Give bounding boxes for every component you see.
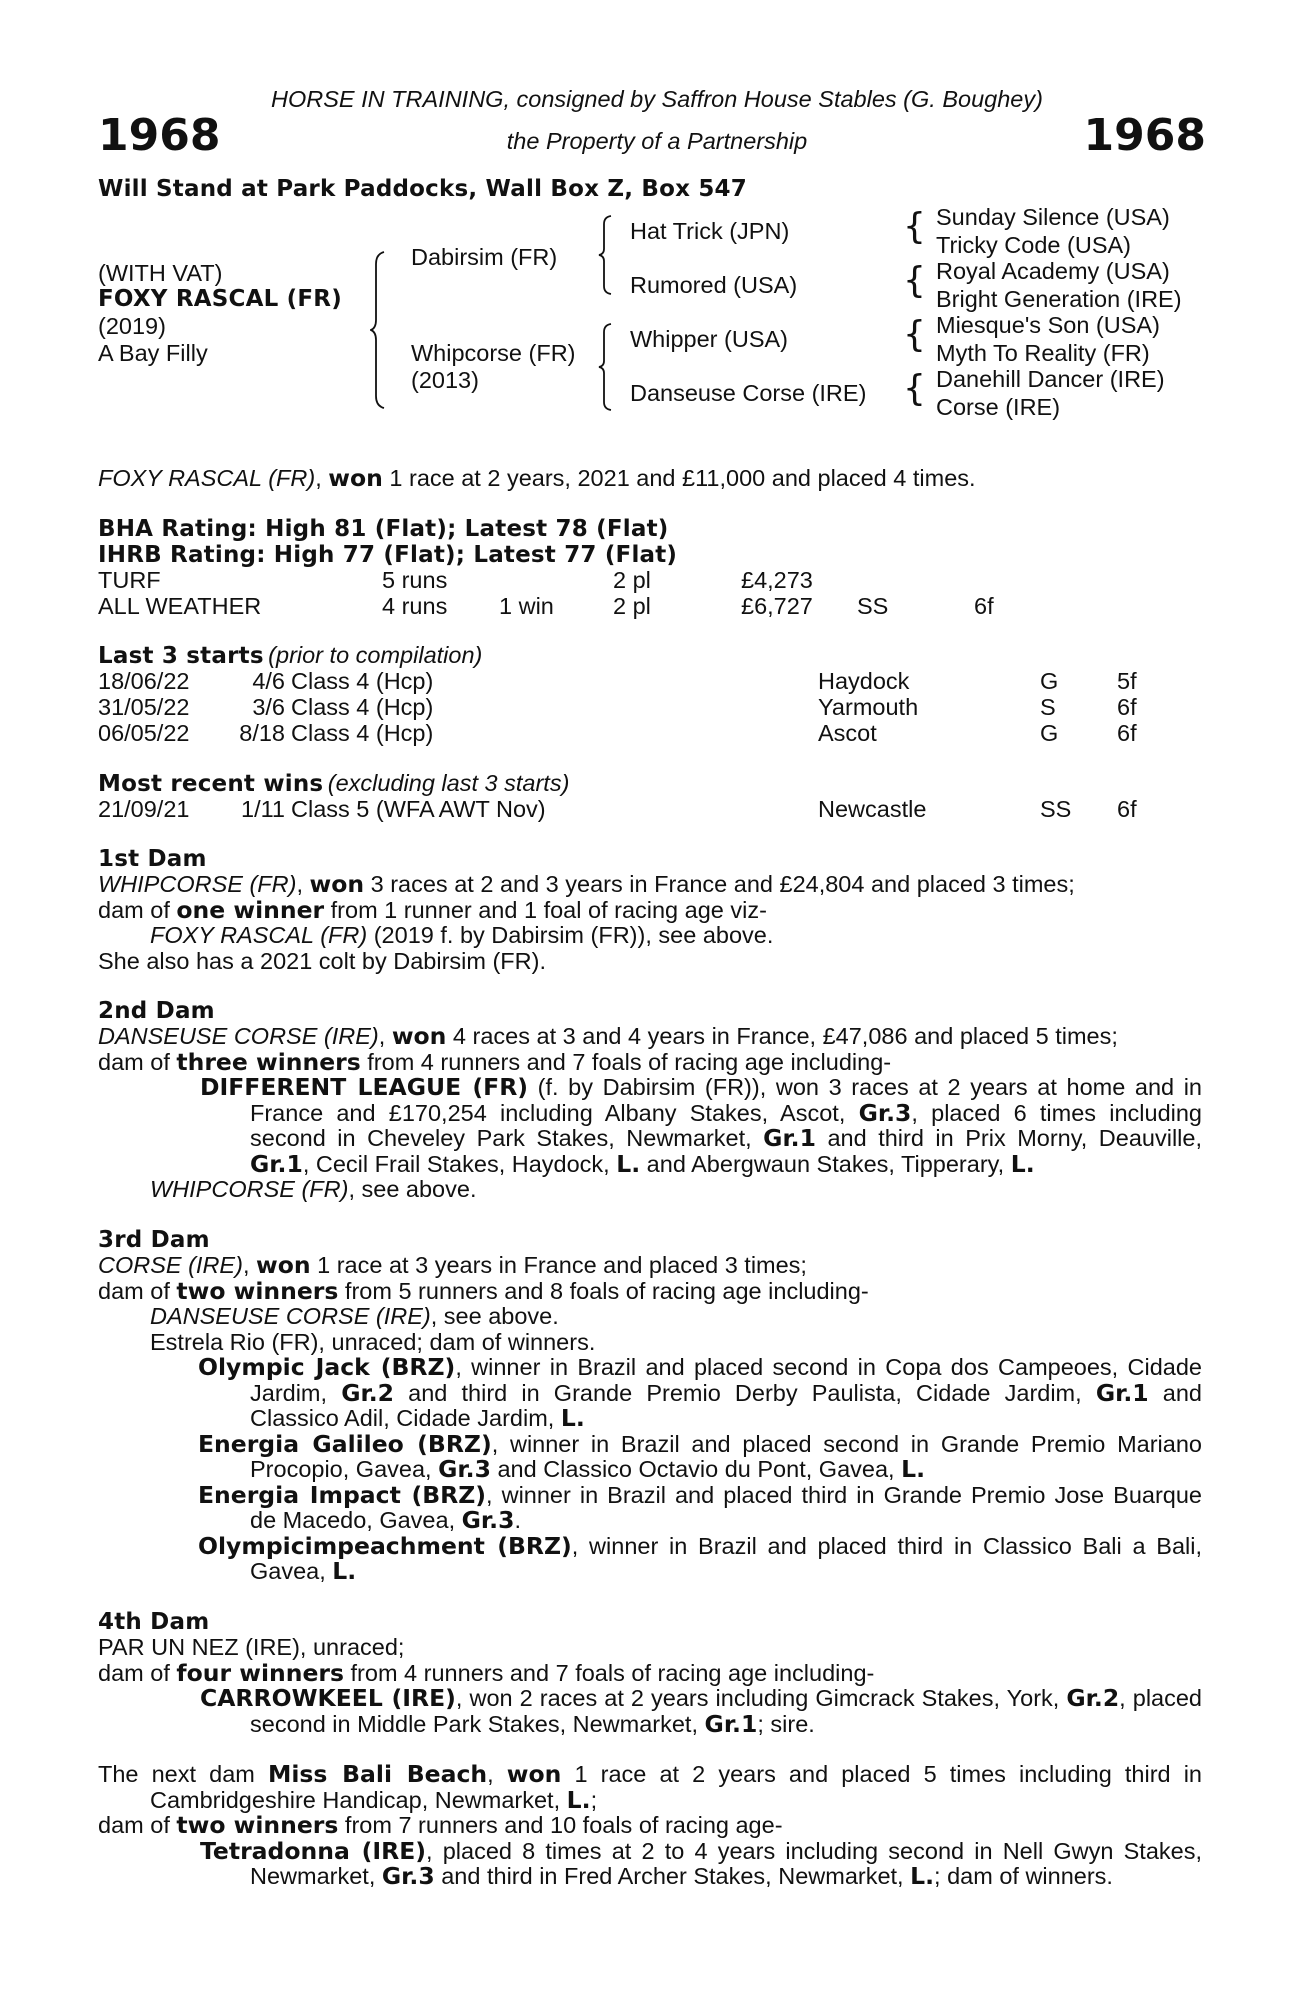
pedigree-sire: Dabirsim (FR) bbox=[411, 244, 558, 270]
surface-aw-placed: 2 pl bbox=[613, 593, 651, 619]
first-dam-dam-of: dam of bbox=[98, 896, 177, 923]
oj-text-a: , winner in Brazil and placed second in Copa dos Campeoes, Cidade Jardim, bbox=[250, 1354, 1202, 1406]
first-dam-winners: one winner bbox=[176, 895, 325, 924]
carrowkeel-name: CARROWKEEL (IRE) bbox=[200, 1684, 456, 1712]
oi-grade-1: L. bbox=[332, 1557, 357, 1585]
start-2-race: Class 4 (Hcp) bbox=[291, 694, 434, 720]
recent-wins-note: (excluding last 3 starts) bbox=[327, 770, 570, 796]
horse-description: A Bay Filly bbox=[98, 340, 208, 366]
first-dam-produce-name: FOXY RASCAL (FR) bbox=[150, 922, 368, 948]
pedigree-bracket-gen1 bbox=[370, 250, 390, 410]
first-dam-won: won bbox=[309, 870, 365, 898]
start-2-date: 31/05/22 bbox=[98, 694, 190, 720]
surface-turf-placed: 2 pl bbox=[613, 567, 651, 593]
start-2-dist: 6f bbox=[1117, 694, 1137, 720]
surface-aw-dist: 6f bbox=[974, 593, 994, 619]
summary-horse-name: FOXY RASCAL (FR) bbox=[98, 465, 316, 491]
olympic-jack-name: Olympic Jack (BRZ) bbox=[198, 1353, 456, 1381]
first-dam-line-2 bbox=[98, 895, 1202, 924]
pedigree-dam-sire: Whipper (USA) bbox=[630, 326, 789, 352]
brace-3: { bbox=[903, 314, 926, 355]
energia-galileo-name: Energia Galileo (BRZ) bbox=[198, 1429, 492, 1458]
third-dam-record: 1 race at 3 years in France and placed 3 times; bbox=[310, 1252, 807, 1278]
win-1-date: 21/09/21 bbox=[98, 796, 190, 822]
start-1-race: Class 4 (Hcp) bbox=[291, 668, 434, 694]
start-3-race: Class 4 (Hcp) bbox=[291, 720, 434, 746]
last-starts-heading bbox=[98, 642, 482, 669]
surface-aw-going: SS bbox=[857, 593, 889, 619]
second-dam-heading: 2nd Dam bbox=[98, 998, 215, 1024]
third-dam-section bbox=[98, 1227, 1202, 1585]
nd-sep: , bbox=[487, 1761, 507, 1787]
summary-won: won bbox=[328, 464, 383, 492]
pedigree-dam-year: (2013) bbox=[411, 367, 479, 393]
nd-text-c: ; bbox=[590, 1786, 598, 1813]
surface-turf-runs: 5 runs bbox=[382, 567, 448, 593]
td-grade-1: Gr.3 bbox=[381, 1862, 435, 1890]
dl-grade-3: Gr.1 bbox=[250, 1149, 303, 1178]
fourth-dam-winners: four winners bbox=[176, 1658, 344, 1687]
first-dam-section bbox=[98, 846, 1202, 974]
second-dam-line-4 bbox=[98, 1177, 1202, 1203]
dl-text-e: and Abergwaun Stakes, Tipperary, bbox=[640, 1150, 1011, 1177]
next-dam-line-2 bbox=[98, 1813, 1202, 1839]
second-dam-won: won bbox=[391, 1022, 447, 1050]
brace-4: { bbox=[903, 368, 926, 409]
summary-sep: , bbox=[315, 465, 329, 491]
td-text-a: , placed 8 times at 2 to 4 years including second in Nell Gwyn Stakes, Newmarket, bbox=[250, 1837, 1202, 1889]
oj-grade-2: Gr.1 bbox=[1095, 1378, 1149, 1407]
summary-rest: 1 race at 2 years, 2021 and £11,000 and placed 4 times. bbox=[382, 465, 976, 491]
first-dam-runners: from 1 runner and 1 foal of racing age viz- bbox=[324, 896, 767, 923]
ei-text-b: . bbox=[514, 1507, 521, 1533]
eg-text-a: , winner in Brazil and placed second in Grande Premio Mariano Procopio, Gavea, bbox=[250, 1430, 1202, 1482]
next-dam-runners: from 7 runners and 10 foals of racing age- bbox=[338, 1812, 783, 1838]
ck-text-c: ; sire. bbox=[757, 1710, 815, 1737]
next-dam-name: Miss Bali Beach bbox=[267, 1760, 488, 1788]
td-grade-2: L. bbox=[910, 1862, 935, 1890]
property-line: the Property of a Partnership bbox=[506, 128, 808, 154]
race-summary bbox=[98, 465, 976, 491]
oj-text-c: and Classico Adil, Cidade Jardim, bbox=[250, 1379, 1202, 1431]
fourth-dam-line-2 bbox=[98, 1658, 1202, 1687]
start-3-course: Ascot bbox=[818, 720, 877, 746]
next-dam-won: won bbox=[506, 1760, 562, 1788]
dl-grade-2: Gr.1 bbox=[763, 1124, 816, 1152]
surface-aw-name: ALL WEATHER bbox=[98, 593, 262, 619]
third-dam-produce-name: DANSEUSE CORSE (IRE) bbox=[150, 1303, 431, 1329]
ck-grade-1: Gr.2 bbox=[1066, 1684, 1120, 1712]
lot-number-right: 1968 bbox=[1083, 110, 1206, 161]
start-3-dist: 6f bbox=[1117, 720, 1137, 746]
ck-grade-2: Gr.1 bbox=[704, 1709, 758, 1738]
next-dam-dam-of: dam of bbox=[98, 1812, 177, 1838]
third-dam-won: won bbox=[256, 1251, 311, 1279]
vat-label: (WITH VAT) bbox=[98, 260, 223, 286]
start-1-going: G bbox=[1040, 668, 1059, 694]
next-dam-winners: two winners bbox=[176, 1811, 339, 1839]
surface-aw-wins: 1 win bbox=[499, 593, 554, 619]
olympicimpeachment-name: Olympicimpeachment (BRZ) bbox=[198, 1531, 572, 1560]
tetradonna-entry bbox=[98, 1836, 1202, 1890]
start-1-course: Haydock bbox=[818, 668, 910, 694]
fourth-dam-dam-of: dam of bbox=[98, 1659, 177, 1686]
third-dam-winners: two winners bbox=[176, 1276, 339, 1305]
fourth-dam-runners: from 4 runners and 7 foals of racing age including- bbox=[344, 1659, 875, 1686]
dl-text-b: , placed 6 times including second in Cheveley Park Stakes, Newmarket, bbox=[250, 1099, 1203, 1151]
eg-text-b: and Classico Octavio du Pont, Gavea, bbox=[490, 1456, 902, 1482]
pedigree-gen3-6: Myth To Reality (FR) bbox=[936, 340, 1150, 366]
energia-galileo-entry bbox=[98, 1429, 1202, 1483]
pedigree-sire-sire: Hat Trick (JPN) bbox=[630, 218, 790, 244]
next-dam-section bbox=[98, 1762, 1202, 1890]
second-dam-produce-rest: , see above. bbox=[348, 1176, 477, 1202]
ei-grade-1: Gr.3 bbox=[461, 1506, 515, 1534]
win-1-pos: 1/11 bbox=[241, 796, 285, 822]
win-1-going: SS bbox=[1040, 796, 1072, 822]
energia-impact-name: Energia Impact (BRZ) bbox=[198, 1480, 487, 1509]
start-1-date: 18/06/22 bbox=[98, 668, 190, 694]
oj-text-b: and third in Grande Premio Derby Paulista, Cidade Jardim, bbox=[394, 1379, 1096, 1406]
oj-grade-3: L. bbox=[560, 1404, 585, 1432]
td-text-b: and third in Fred Archer Stakes, Newmarket, bbox=[434, 1863, 911, 1889]
carrowkeel-entry bbox=[98, 1686, 1202, 1737]
second-dam-record: 4 races at 3 and 4 years in France, £47,086 and placed 5 times; bbox=[446, 1023, 1118, 1049]
second-dam-runners: from 4 runners and 7 foals of racing age including- bbox=[360, 1048, 892, 1075]
fourth-dam-section bbox=[98, 1609, 1202, 1737]
recent-wins-heading bbox=[98, 770, 569, 797]
fourth-dam-heading: 4th Dam bbox=[98, 1609, 210, 1635]
bha-rating: BHA Rating: High 81 (Flat); Latest 78 (Flat) bbox=[98, 516, 669, 542]
surface-turf-prize: £4,273 bbox=[741, 567, 813, 593]
eg-grade-1: Gr.3 bbox=[438, 1455, 491, 1483]
third-dam-produce-rest: , see above. bbox=[430, 1303, 559, 1329]
horse-year: (2019) bbox=[98, 313, 166, 339]
first-dam-heading: 1st Dam bbox=[98, 846, 207, 872]
start-1-dist: 5f bbox=[1117, 668, 1137, 694]
second-dam-line-2 bbox=[98, 1047, 1202, 1076]
ihrb-rating: IHRB Rating: High 77 (Flat); Latest 77 (Flat) bbox=[98, 542, 678, 568]
first-dam-line-3 bbox=[98, 923, 1202, 949]
dl-text-c: and third in Prix Morny, Deauville, bbox=[815, 1125, 1202, 1151]
second-dam-dam-of: dam of bbox=[98, 1048, 177, 1075]
oi-text-a: , winner in Brazil and placed third in Classico Bali a Bali, Gavea, bbox=[250, 1532, 1202, 1584]
ck-text-a: , won 2 races at 2 years including Gimcrack Stakes, York, bbox=[455, 1685, 1067, 1711]
oj-grade-1: Gr.2 bbox=[341, 1378, 394, 1407]
start-1-pos: 4/6 bbox=[252, 668, 285, 694]
dl-text-d: , Cecil Frail Stakes, Haydock, bbox=[302, 1150, 617, 1177]
nd-text-b: 1 race at 2 years and placed 5 times including third in Cambridgeshire Handicap, Newmarket, bbox=[150, 1761, 1202, 1813]
third-dam-dam-of: dam of bbox=[98, 1277, 177, 1304]
start-3-pos: 8/18 bbox=[239, 720, 285, 746]
win-1-race: Class 5 (WFA AWT Nov) bbox=[291, 796, 546, 822]
third-dam-line-1: CORSE (IRE), won 1 race at 3 years in France and placed 3 times; bbox=[98, 1251, 807, 1279]
ei-text-a: , winner in Brazil and placed third in Grande Premio Jose Buarque de Macedo, Gavea, bbox=[250, 1481, 1202, 1533]
surface-aw-runs: 4 runs bbox=[382, 593, 448, 619]
first-dam-produce-rest: (2019 f. by Dabirsim (FR)), see above. bbox=[367, 922, 774, 948]
third-dam-line-4: Estrela Rio (FR), unraced; dam of winners. bbox=[150, 1328, 596, 1355]
pedigree-dam-dam: Danseuse Corse (IRE) bbox=[630, 380, 867, 406]
start-3-date: 06/05/22 bbox=[98, 720, 190, 746]
pedigree-gen3-8: Corse (IRE) bbox=[936, 394, 1061, 420]
start-2-pos: 3/6 bbox=[252, 694, 285, 720]
different-league-name: DIFFERENT LEAGUE (FR) bbox=[200, 1073, 529, 1101]
third-dam-name: CORSE (IRE) bbox=[98, 1252, 243, 1278]
surface-aw-prize: £6,727 bbox=[741, 593, 813, 619]
energia-impact-entry bbox=[98, 1480, 1202, 1534]
fourth-dam-line-1: PAR UN NEZ (IRE), unraced; bbox=[98, 1634, 405, 1660]
last-starts-note: (prior to compilation) bbox=[268, 642, 483, 668]
dl-grade-5: L. bbox=[1010, 1149, 1035, 1178]
third-dam-line-3 bbox=[98, 1304, 1202, 1330]
start-3-going: G bbox=[1040, 720, 1059, 746]
brace-2: { bbox=[903, 260, 926, 301]
pedigree-gen3-4: Bright Generation (IRE) bbox=[936, 286, 1182, 312]
third-dam-runners: from 5 runners and 8 foals of racing age including- bbox=[338, 1277, 869, 1304]
location-line: Will Stand at Park Paddocks, Wall Box Z, Box 547 bbox=[98, 176, 747, 202]
eg-grade-2: L. bbox=[901, 1455, 925, 1483]
nd-grade-1: L. bbox=[566, 1785, 591, 1814]
pedigree-gen3-2: Tricky Code (USA) bbox=[936, 232, 1131, 258]
second-dam-produce-name: WHIPCORSE (FR) bbox=[150, 1176, 349, 1202]
ck-text-b: , placed second in Middle Park Stakes, Newmarket, bbox=[250, 1685, 1202, 1737]
second-dam-winners: three winners bbox=[176, 1047, 361, 1076]
consignor-line: HORSE IN TRAINING, consigned by Saffron House Stables (G. Boughey) bbox=[271, 86, 1043, 112]
start-2-course: Yarmouth bbox=[818, 694, 919, 720]
pedigree-gen3-1: Sunday Silence (USA) bbox=[936, 204, 1170, 230]
tetradonna-name: Tetradonna (IRE) bbox=[200, 1836, 427, 1865]
next-dam-line-1 bbox=[98, 1762, 1202, 1813]
surface-turf-name: TURF bbox=[98, 567, 161, 593]
first-dam-name: WHIPCORSE (FR) bbox=[98, 871, 297, 897]
olympic-jack-entry bbox=[98, 1355, 1202, 1432]
pedigree-dam: Whipcorse (FR) bbox=[411, 340, 576, 366]
second-dam-line-1: DANSEUSE CORSE (IRE), won 4 races at 3 and 4 years in France, £47,086 and placed 5 times; bbox=[98, 1022, 1118, 1050]
olympicimpeachment-entry bbox=[98, 1531, 1202, 1585]
pedigree-bracket-dam bbox=[598, 322, 616, 412]
dl-grade-4: L. bbox=[616, 1149, 641, 1178]
nd-text-a: The next dam bbox=[98, 1761, 268, 1787]
dl-text-a: (f. by Dabirsim (FR)), won 3 races at 2 years at home and in France and £170,254 including Albany Stakes, Ascot, bbox=[250, 1074, 1203, 1126]
pedigree-bracket-sire bbox=[598, 214, 616, 296]
second-dam-section bbox=[98, 998, 1202, 1203]
pedigree-gen3-7: Danehill Dancer (IRE) bbox=[936, 366, 1165, 392]
last-starts-title: Last 3 starts bbox=[98, 643, 264, 669]
second-dam-name: DANSEUSE CORSE (IRE) bbox=[98, 1023, 379, 1049]
third-dam-heading: 3rd Dam bbox=[98, 1227, 210, 1253]
dl-grade-1: Gr.3 bbox=[858, 1098, 912, 1127]
different-league-entry bbox=[98, 1075, 1202, 1177]
first-dam-line-1: WHIPCORSE (FR), won 3 races at 2 and 3 years in France and £24,804 and placed 3 times; bbox=[98, 870, 1075, 898]
td-text-c: ; dam of winners. bbox=[934, 1863, 1113, 1889]
win-1-dist: 6f bbox=[1117, 796, 1137, 822]
first-dam-line-4: She also has a 2021 colt by Dabirsim (FR). bbox=[98, 947, 546, 974]
lot-number-left: 1968 bbox=[98, 110, 221, 161]
recent-wins-title: Most recent wins bbox=[98, 771, 324, 797]
pedigree-sire-dam: Rumored (USA) bbox=[630, 272, 798, 298]
first-dam-record: 3 races at 2 and 3 years in France and £24,804 and placed 3 times; bbox=[364, 871, 1075, 897]
start-2-going: S bbox=[1040, 694, 1056, 720]
pedigree-gen3-5: Miesque's Son (USA) bbox=[936, 312, 1160, 338]
brace-1: { bbox=[903, 206, 926, 247]
horse-name: FOXY RASCAL (FR) bbox=[98, 286, 342, 312]
pedigree-gen3-3: Royal Academy (USA) bbox=[936, 258, 1170, 284]
win-1-course: Newcastle bbox=[818, 796, 927, 822]
third-dam-line-2 bbox=[98, 1276, 1202, 1305]
